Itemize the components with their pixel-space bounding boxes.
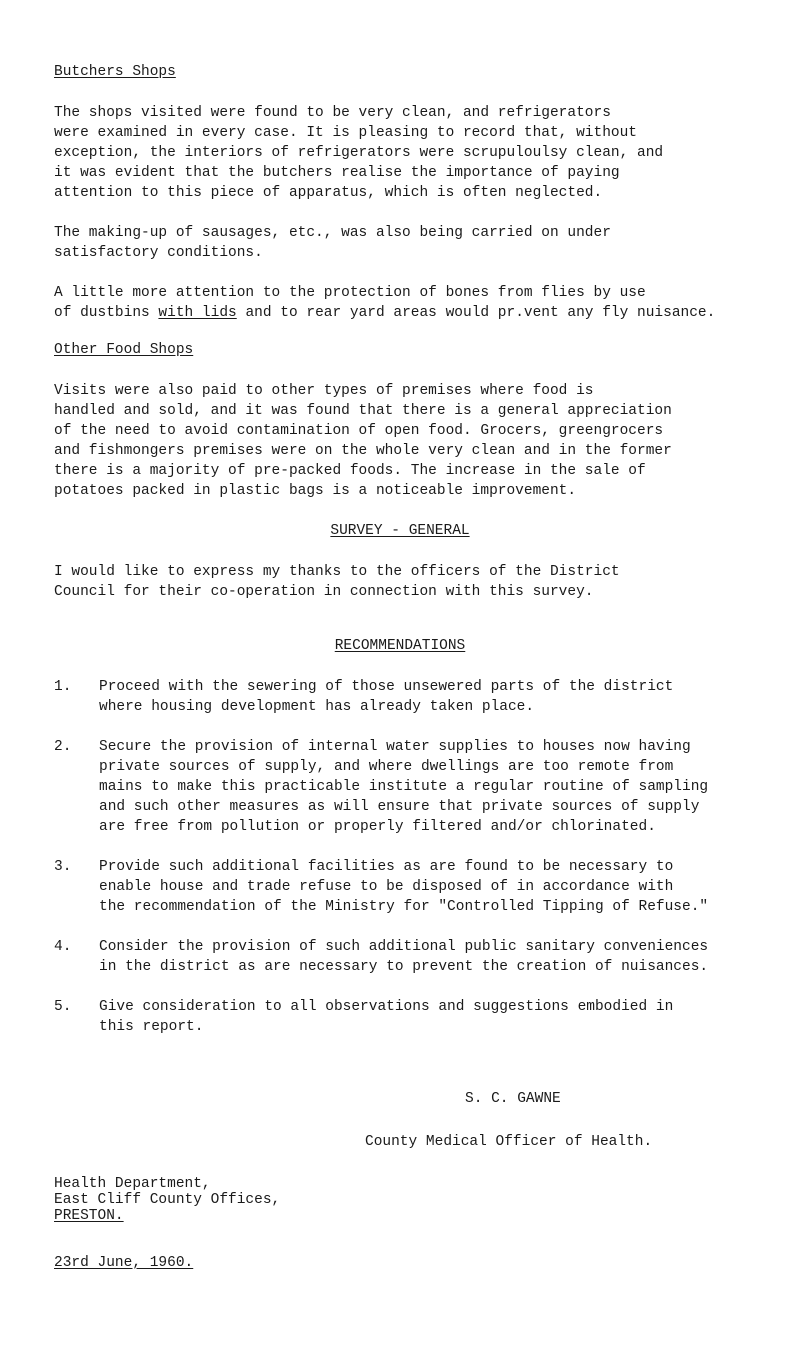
text-line: potatoes packed in plastic bags is a noticeable improvement.	[54, 483, 577, 499]
signatory-name: S. C. GAWNE	[465, 1091, 561, 1107]
recommendation-number: 4.	[54, 939, 72, 955]
recommendation-text	[99, 937, 708, 977]
text-line: the recommendation of the Ministry for "Controlled Tipping of Refuse."	[99, 899, 709, 915]
recommendation-number: 3.	[54, 859, 72, 875]
text-line: it was evident that the butchers realise the importance of paying	[54, 165, 620, 181]
text-line: where housing development has already taken place.	[99, 699, 535, 715]
recommendation-text	[99, 857, 708, 917]
text-line: satisfactory conditions.	[54, 245, 263, 261]
text-line: mains to make this practicable institute a regular routine of sampling	[99, 779, 709, 795]
text-line: Secure the provision of internal water supplies to houses now having	[99, 739, 691, 755]
text-line	[54, 303, 774, 323]
text-line: I would like to express my thanks to the officers of the District	[54, 564, 620, 580]
text-line: Give consideration to all observations and suggestions embodied in	[99, 999, 674, 1015]
address-line: Health Department,	[54, 1176, 211, 1192]
recommendation-text	[99, 737, 708, 837]
text-line: are free from pollution or properly filtered and/or chlorinated.	[99, 819, 656, 835]
recommendation-number: 5.	[54, 999, 72, 1015]
recommendation-number: 2.	[54, 739, 72, 755]
recommendation-text	[99, 997, 673, 1037]
butchers-paragraph-1	[54, 103, 774, 203]
section-heading-butchers: Butchers Shops	[54, 64, 176, 80]
text-line: there is a majority of pre-packed foods. The increase in the sale of	[54, 463, 646, 479]
text-line: private sources of supply, and where dwellings are too remote from	[99, 759, 674, 775]
recommendation-number: 1.	[54, 679, 72, 695]
text-line: Council for their co-operation in connection with this survey.	[54, 584, 594, 600]
butchers-paragraph-2	[54, 223, 774, 263]
text-line: Proceed with the sewering of those unsewered parts of the district	[99, 679, 674, 695]
address-line: East Cliff County Offices,	[54, 1192, 281, 1208]
underlined-text: with lids	[158, 305, 237, 321]
text-line: and such other measures as will ensure that private sources of supply	[99, 799, 700, 815]
section-heading-other-food: Other Food Shops	[54, 342, 194, 358]
document-date: 23rd June, 1960.	[54, 1255, 194, 1271]
text-run: of dustbins	[54, 305, 159, 321]
text-line: The making-up of sausages, etc., was also being carried on under	[54, 225, 611, 241]
text-line: were examined in every case. It is pleasing to record that, without	[54, 125, 637, 141]
signatory-title: County Medical Officer of Health.	[365, 1134, 653, 1150]
survey-paragraph	[54, 562, 774, 602]
text-line: of the need to avoid contamination of open food. Grocers, greengrocers	[54, 423, 664, 439]
text-line: A little more attention to the protection of bones from flies by use	[54, 285, 646, 301]
address-city: PRESTON.	[54, 1208, 124, 1224]
text-line: in the district as are necessary to prevent the creation of nuisances.	[99, 959, 709, 975]
text-line: The shops visited were found to be very clean, and refrigerators	[54, 105, 611, 121]
text-run: and to rear yard areas would pr.vent any fly nuisance.	[236, 305, 716, 321]
text-line: Visits were also paid to other types of premises where food is	[54, 383, 594, 399]
recommendation-text	[99, 677, 673, 717]
text-line: Consider the provision of such additional public sanitary conveniences	[99, 939, 709, 955]
text-line: and fishmongers premises were on the whole very clean and in the former	[54, 443, 672, 459]
text-line: enable house and trade refuse to be disposed of in accordance with	[99, 879, 674, 895]
text-line: exception, the interiors of refrigerators were scrupuloulsy clean, and	[54, 145, 664, 161]
butchers-paragraph-3	[54, 283, 774, 323]
address-block	[54, 1176, 280, 1224]
text-line: attention to this piece of apparatus, which is often neglected.	[54, 185, 603, 201]
text-line: this report.	[99, 1019, 204, 1035]
other-food-paragraph	[54, 381, 774, 501]
section-heading-recommendations: RECOMMENDATIONS	[334, 638, 466, 654]
text-line: handled and sold, and it was found that there is a general appreciation	[54, 403, 672, 419]
text-line: Provide such additional facilities as are found to be necessary to	[99, 859, 674, 875]
section-heading-survey: SURVEY - GENERAL	[330, 523, 470, 539]
